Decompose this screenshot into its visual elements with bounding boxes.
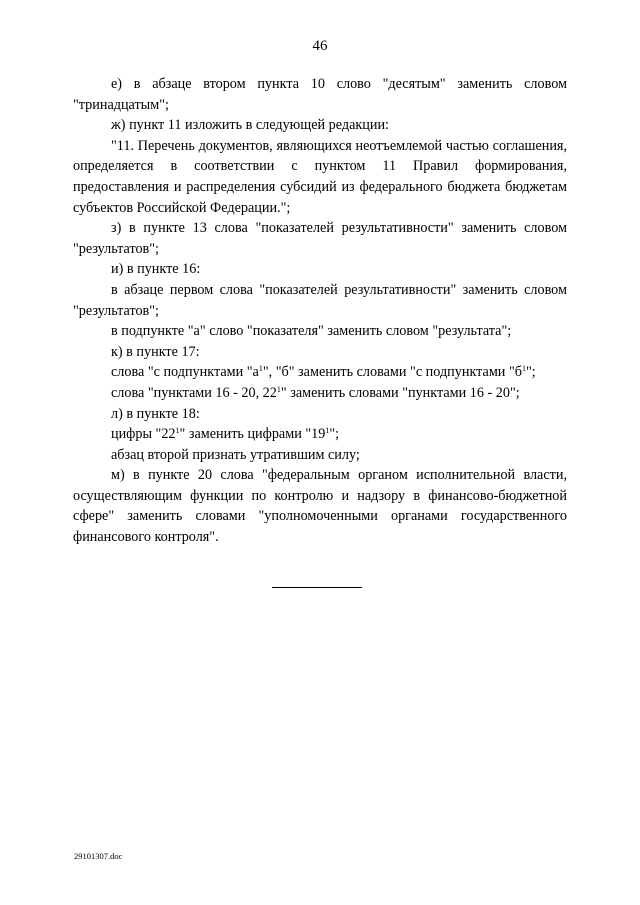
paragraph-l: л) в пункте 18: — [111, 405, 200, 422]
paragraph-k-1: слова "с подпунктами "$а^1$", "б" заменить словами "с подпунктами "$б^1$"; — [111, 364, 536, 381]
paragraph-zh: ж) пункт 11 изложить в следующей редакции: — [111, 117, 389, 134]
paragraph-point-11: "11. Перечень документов, являющихся неотъемлемой частью соглашения, определяется в соответствии с пунктом 11 Правил формирования, предоставления и распределения субсидий из федерального бюджета бюджетам субъектов Российской Федерации."; — [73, 137, 567, 216]
document-body — [73, 74, 567, 548]
paragraph-i-2: в подпункте "а" слово "показателя" заменить словом "результата"; — [111, 323, 512, 340]
paragraph-l-2: абзац второй признать утратившим силу; — [111, 446, 360, 463]
paragraph-i: и) в пункте 16: — [111, 261, 201, 278]
paragraph-k: к) в пункте 17: — [111, 343, 200, 360]
document-code: 29101307.doc — [74, 851, 123, 861]
paragraph-l-1: цифры "$22^1$" заменить цифрами "$19^1$"; — [111, 426, 340, 443]
paragraph-m: м) в пункте 20 слова "федеральным органом исполнительной власти, осуществляющим функции по контролю и надзору в финансово-бюджетной сфере" заменить словами "уполномоченными органами государственного финансового контроля". — [73, 467, 567, 546]
paragraph-k-2: слова "пунктами 16 - 20, $22^1$" заменить словами "пунктами 16 - 20"; — [111, 384, 520, 401]
page-number: 46 — [312, 38, 328, 54]
paragraph-i-1: в абзаце первом слова "показателей результативности" заменить словом "результатов"; — [73, 281, 567, 319]
paragraph-e: е) в абзаце втором пункта 10 слово "десятым" заменить словом "тринадцатым"; — [73, 76, 567, 113]
end-divider — [272, 587, 362, 588]
paragraph-z: з) в пункте 13 слова "показателей результативности" заменить словом "результатов"; — [73, 220, 567, 257]
